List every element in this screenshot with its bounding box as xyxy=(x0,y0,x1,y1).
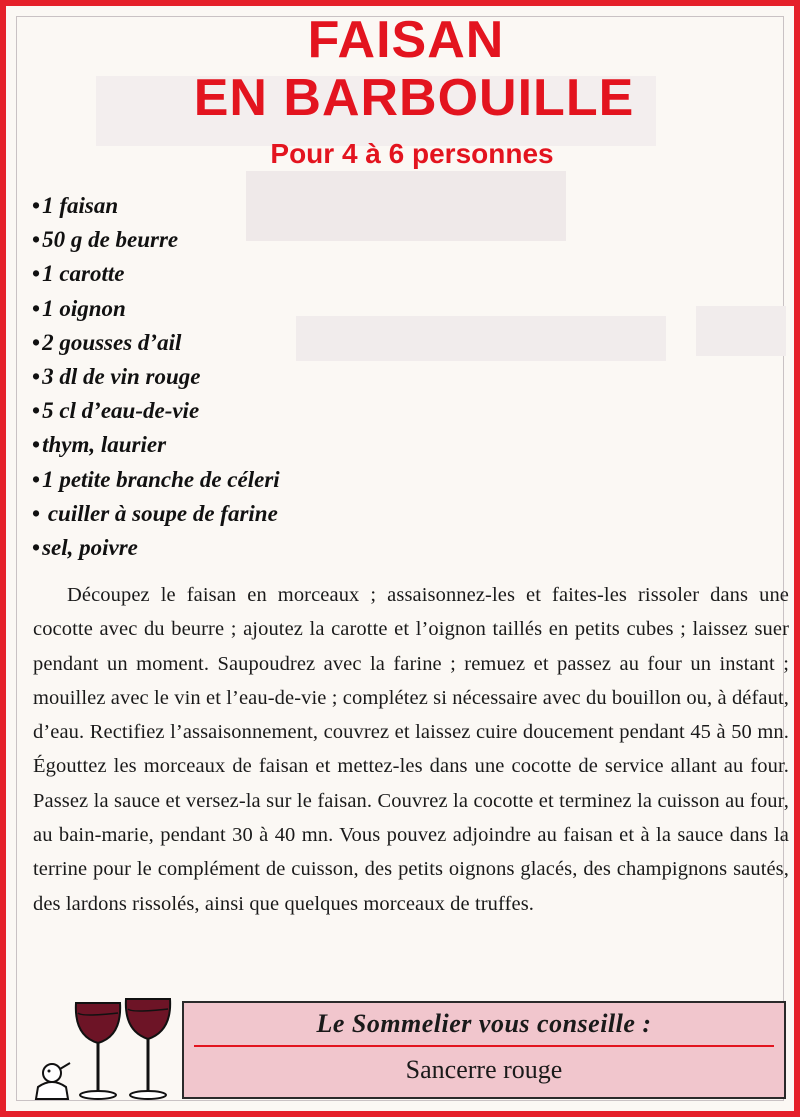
ingredient-text: sel, poivre xyxy=(42,535,138,561)
ingredient-item xyxy=(32,463,280,497)
bullet: • xyxy=(32,295,41,321)
ingredient-text: cuiller à soupe de farine xyxy=(42,500,278,526)
ingredient-text: 1 petite branche de céleri xyxy=(42,466,280,492)
ingredient-text: 50 g de beurre xyxy=(42,227,179,253)
sommelier-heading: Le Sommelier vous conseille : xyxy=(316,1009,652,1038)
bullet: • xyxy=(32,466,41,492)
ingredient-item xyxy=(32,360,280,394)
bullet: • xyxy=(32,398,41,424)
ingredient-item xyxy=(32,531,280,565)
bullet: • xyxy=(32,329,41,355)
ingredient-item xyxy=(32,223,280,257)
bullet: • xyxy=(32,261,41,287)
bullet: • xyxy=(32,500,41,526)
ingredient-text: 5 cl d’eau-de-vie xyxy=(42,398,200,424)
ingredient-item xyxy=(32,394,280,428)
ingredient-list xyxy=(32,189,280,565)
ingredient-text: 2 gousses d’ail xyxy=(42,329,182,355)
bullet: • xyxy=(32,432,41,458)
recipe-title-line-2: EN BARBOUILLE xyxy=(193,69,635,127)
ingredient-text: 1 faisan xyxy=(42,193,119,218)
ingredient-item xyxy=(32,497,280,531)
servings-subtitle: Pour 4 à 6 personnes xyxy=(270,138,554,169)
bullet: • xyxy=(32,364,41,390)
ingredient-text: 3 dl de vin rouge xyxy=(42,364,201,390)
ingredient-item xyxy=(32,292,280,326)
bullet: • xyxy=(32,193,41,218)
ingredient-text: 1 carotte xyxy=(42,261,125,287)
sommelier-box xyxy=(182,1001,786,1099)
bullet: • xyxy=(32,535,41,561)
ingredient-text: 1 oignon xyxy=(42,295,126,321)
bullet: • xyxy=(32,227,41,253)
ingredient-item xyxy=(32,428,280,462)
instructions-text: Découpez le faisan en morceaux ; assaisonnez-les et faites-les rissoler dans une cocotte avec du beurre ; ajoutez la carotte et l’oignon taillés en petits cubes ; laissez suer pendant un moment. Saupoudrez avec la farine ; remuez et passez au four un instant ; mouillez avec le vin et l’eau-de-vie ; complétez si nécessaire avec du bouillon ou, à défaut, d’eau. Rectifiez l’assaisonnement, couvrez et laissez cuire doucement pendant 45 à 50 mn. Égouttez les morceaux de faisan et mettez-les dans une cocotte de service allant au four. Passez la sauce et versez-la sur le faisan. Couvrez la cocotte et terminez la cuisson au four, au bain-marie, pendant 30 à 40 mn. Vous pouvez adjoindre au faisan et à la sauce dans la terrine pour le complément de cuisson, des petits oignons glacés, des champignons sautés, des lardons rissolés, ainsi que quelques morceaux de truffes. xyxy=(33,584,789,915)
sommelier-divider xyxy=(194,1045,774,1047)
wine-glasses-illustration xyxy=(26,991,186,1111)
ingredient-item xyxy=(32,326,280,360)
ingredient-item xyxy=(32,257,280,291)
ingredient-item xyxy=(32,189,280,223)
wine-recommendation: Sancerre rouge xyxy=(405,1055,563,1084)
recipe-title-line-1: FAISAN xyxy=(307,11,505,69)
ingredient-text: thym, laurier xyxy=(42,432,167,458)
